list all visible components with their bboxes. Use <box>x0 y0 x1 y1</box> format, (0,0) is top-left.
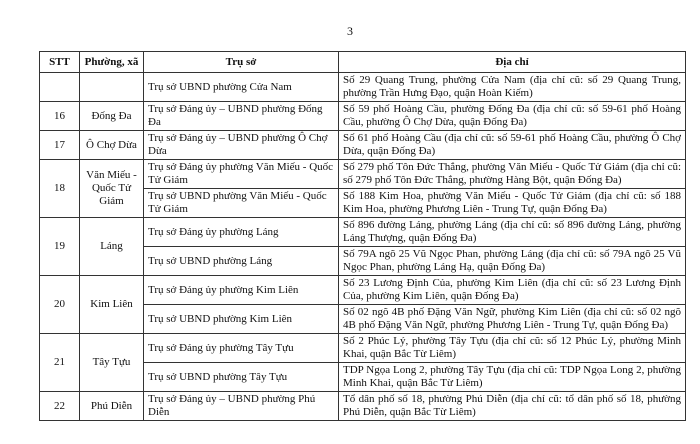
headquarters-cell: Trụ sở UBND phường Kim Liên <box>144 305 339 334</box>
address-cell: Số 188 Kim Hoa, phường Văn Miếu - Quốc Tử Giám (địa chỉ cũ: số 188 Kim Hoa, phường Phương Liên - Trung Tự, quận Đống Đa) <box>339 189 686 218</box>
headquarters-cell: Trụ sở Đảng ủy – UBND phường Ô Chợ Dừa <box>144 131 339 160</box>
address-cell: Số 279 phố Tôn Đức Thắng, phường Văn Miếu - Quốc Tử Giám (địa chỉ cũ: số 279 phố Tôn Đức Thắng, phường Hàng Bột, quận Đống Đa) <box>339 160 686 189</box>
address-cell: Số 896 đường Láng, phường Láng (địa chỉ cũ: số 896 đường Láng, phường Láng Thượng, quận Đống Đa) <box>339 218 686 247</box>
headquarters-cell: Trụ sở UBND phường Tây Tựu <box>144 363 339 392</box>
stt-cell: 22 <box>40 392 80 421</box>
stt-cell: 21 <box>40 334 80 392</box>
ward-cell: Văn Miếu - Quốc Tử Giám <box>80 160 144 218</box>
ward-cell: Phú Diễn <box>80 392 144 421</box>
table-header-row <box>40 52 686 73</box>
headquarters-cell: Trụ sở Đảng ủy phường Kim Liên <box>144 276 339 305</box>
page-number: 3 <box>347 24 353 38</box>
address-cell: Số 29 Quang Trung, phường Cửa Nam (địa chỉ cũ: số 29 Quang Trung, phường Trần Hưng Đạo, quận Hoàn Kiếm) <box>339 73 686 102</box>
address-cell: Số 2 Phúc Lý, phường Tây Tựu (địa chỉ cũ: số 12 Phúc Lý, phường Minh Khai, quận Bắc Từ Liêm) <box>339 334 686 363</box>
header-headquarters: Trụ sở <box>144 52 339 73</box>
table-row <box>40 73 686 102</box>
header-stt: STT <box>40 52 80 73</box>
table-row <box>40 392 686 421</box>
headquarters-cell: Trụ sở UBND phường Láng <box>144 247 339 276</box>
stt-cell: 19 <box>40 218 80 276</box>
address-cell: Số 23 Lương Định Của, phường Kim Liên (địa chỉ cũ: số 23 Lương Định Của, phường Kim Liên, quận Đống Đa) <box>339 276 686 305</box>
address-cell: Số 59 phố Hoàng Cầu, phường Đống Đa (địa chỉ cũ: số 59-61 phố Hoàng Cầu, phường Ô Chợ Dừa, quận Đống Đa) <box>339 102 686 131</box>
table-row <box>40 131 686 160</box>
headquarters-cell: Trụ sở Đảng ủy phường Văn Miếu - Quốc Tử Giám <box>144 160 339 189</box>
ward-cell: Tây Tựu <box>80 334 144 392</box>
stt-cell: 16 <box>40 102 80 131</box>
address-cell: Số 02 ngõ 4B phố Đặng Văn Ngữ, phường Kim Liên (địa chỉ cũ: số 02 ngõ 4B phố Đặng Văn Ngữ, phường Phương Liên - Trung Tự, quận Đống Đa) <box>339 305 686 334</box>
ward-cell: Đống Đa <box>80 102 144 131</box>
ward-headquarters-table <box>39 51 686 421</box>
address-cell: TDP Ngọa Long 2, phường Tây Tựu (địa chỉ cũ: TDP Ngọa Long 2, phường Minh Khai, quận Bắc Từ Liêm) <box>339 363 686 392</box>
table-row <box>40 218 686 247</box>
stt-cell: 17 <box>40 131 80 160</box>
headquarters-cell: Trụ sở UBND phường Văn Miếu - Quốc Tử Giám <box>144 189 339 218</box>
stt-cell: 18 <box>40 160 80 218</box>
table-row <box>40 334 686 363</box>
headquarters-cell: Trụ sở Đảng ủy phường Láng <box>144 218 339 247</box>
table-row <box>40 102 686 131</box>
ward-cell: Kim Liên <box>80 276 144 334</box>
stt-cell <box>40 73 80 102</box>
ward-cell: Ô Chợ Dừa <box>80 131 144 160</box>
stt-cell: 20 <box>40 276 80 334</box>
headquarters-cell: Trụ sở Đảng ủy phường Tây Tựu <box>144 334 339 363</box>
address-cell: Số 79A ngõ 25 Vũ Ngọc Phan, phường Láng (địa chỉ cũ: số 79A ngõ 25 Vũ Ngọc Phan, phường Láng Hạ, quận Đống Đa) <box>339 247 686 276</box>
ward-cell: Láng <box>80 218 144 276</box>
headquarters-cell: Trụ sở Đảng ủy – UBND phường Phú Diễn <box>144 392 339 421</box>
table-body <box>40 73 686 421</box>
headquarters-cell: Trụ sở UBND phường Cửa Nam <box>144 73 339 102</box>
table-row <box>40 160 686 189</box>
address-cell: Số 61 phố Hoàng Cầu (địa chỉ cũ: số 59-61 phố Hoàng Cầu, phường Ô Chợ Dừa, quận Đống Đa) <box>339 131 686 160</box>
header-address: Địa chỉ <box>339 52 686 73</box>
headquarters-cell: Trụ sở Đảng ủy – UBND phường Đống Đa <box>144 102 339 131</box>
address-cell: Tổ dân phố số 18, phường Phú Diễn (địa chỉ cũ: tổ dân phố số 18, phường Phú Diễn, quận Bắc Từ Liêm) <box>339 392 686 421</box>
table-row <box>40 276 686 305</box>
ward-cell <box>80 73 144 102</box>
header-ward: Phường, xã <box>80 52 144 73</box>
